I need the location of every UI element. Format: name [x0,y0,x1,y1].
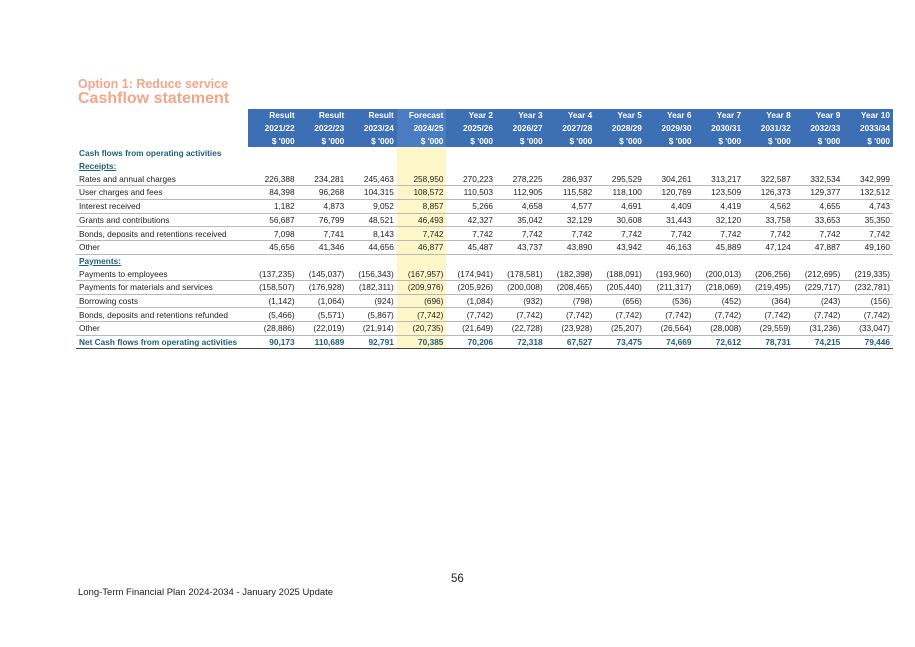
value-cell: 46,493 [397,213,447,227]
table-header [76,109,893,147]
table-row [76,294,893,308]
value-cell: 47,887 [794,240,844,254]
value-cell: (1,142) [248,294,298,308]
value-cell: (158,507) [248,280,298,294]
row-label: Bonds, deposits and retentions received [76,227,248,241]
column-header-row1-2: Result [347,109,397,122]
value-cell: (696) [397,294,447,308]
value-cell: (33,047) [843,322,893,336]
value-cell: (209,976) [397,280,447,294]
empty-cell [546,147,596,160]
value-cell: 5,266 [446,199,496,213]
value-cell: (205,926) [446,280,496,294]
value-cell: (7,742) [645,308,695,322]
value-cell: (5,867) [347,308,397,322]
value-cell: 72,318 [496,335,546,349]
value-cell: (156,343) [347,267,397,280]
empty-cell [744,147,794,160]
empty-cell [744,254,794,267]
value-cell: 115,582 [546,186,596,200]
column-header-row3-6: $ '000 [546,134,596,147]
column-header-row1-8: Year 6 [645,109,695,122]
value-cell: 120,769 [645,186,695,200]
empty-cell [446,254,496,267]
column-header-row3-11: $ '000 [794,134,844,147]
header-blank [76,134,248,147]
value-cell: 42,327 [446,213,496,227]
value-cell: (188,091) [595,267,645,280]
value-cell: 104,315 [347,186,397,200]
value-cell: (174,941) [446,267,496,280]
value-cell: 7,742 [843,227,893,241]
value-cell: (26,564) [645,322,695,336]
column-header-row1-12: Year 10 [843,109,893,122]
value-cell: 49,160 [843,240,893,254]
value-cell: (5,571) [298,308,348,322]
empty-cell [248,147,298,160]
value-cell: (31,236) [794,322,844,336]
row-label: Bonds, deposits and retentions refunded [76,308,248,322]
value-cell: (7,742) [794,308,844,322]
value-cell: 30,608 [595,213,645,227]
column-header-row1-9: Year 7 [694,109,744,122]
table-row [76,227,893,241]
value-cell: 45,889 [694,240,744,254]
value-cell: 31,443 [645,213,695,227]
value-cell: 126,373 [744,186,794,200]
table-body [76,147,893,349]
value-cell: 7,742 [496,227,546,241]
value-cell: 226,388 [248,172,298,185]
row-label: Payments to employees [76,267,248,280]
value-cell: 70,206 [446,335,496,349]
value-cell: 270,223 [446,172,496,185]
empty-cell [347,160,397,173]
value-cell: (29,559) [744,322,794,336]
value-cell: 79,446 [843,335,893,349]
value-cell: (156) [843,294,893,308]
value-cell: (7,742) [744,308,794,322]
column-header-row2-0: 2021/22 [248,122,298,135]
header-blank [76,109,248,122]
value-cell: 46,877 [397,240,447,254]
value-cell: 118,100 [595,186,645,200]
table-row [76,322,893,336]
value-cell: 4,658 [496,199,546,213]
value-cell: 286,937 [546,172,596,185]
value-cell: (21,649) [446,322,496,336]
column-header-row3-7: $ '000 [595,134,645,147]
column-header-row2-7: 2028/29 [595,122,645,135]
value-cell: 46,163 [645,240,695,254]
value-cell: (21,914) [347,322,397,336]
value-cell: (178,581) [496,267,546,280]
column-header-row3-8: $ '000 [645,134,695,147]
column-header-row3-0: $ '000 [248,134,298,147]
empty-cell [446,147,496,160]
value-cell: (7,742) [446,308,496,322]
value-cell: 313,217 [694,172,744,185]
row-label: User charges and fees [76,186,248,200]
value-cell: (232,781) [843,280,893,294]
value-cell: 322,587 [744,172,794,185]
row-label: Other [76,240,248,254]
value-cell: (1,084) [446,294,496,308]
value-cell: 4,419 [694,199,744,213]
value-cell: 8,143 [347,227,397,241]
value-cell: (243) [794,294,844,308]
empty-cell [496,160,546,173]
value-cell: 9,052 [347,199,397,213]
payments-heading-label: Payments: [79,255,121,266]
value-cell: (205,440) [595,280,645,294]
empty-cell [397,160,447,173]
value-cell: 4,873 [298,199,348,213]
column-header-row2-12: 2033/34 [843,122,893,135]
table-row [76,199,893,213]
empty-cell [546,254,596,267]
value-cell: (212,695) [794,267,844,280]
value-cell: 7,742 [744,227,794,241]
empty-cell [347,147,397,160]
value-cell: 7,742 [694,227,744,241]
column-header-row1-6: Year 4 [546,109,596,122]
receipts-heading-label: Receipts: [79,161,117,172]
value-cell: (452) [694,294,744,308]
value-cell: 7,742 [794,227,844,241]
empty-cell [794,147,844,160]
value-cell: (218,069) [694,280,744,294]
column-header-row3-1: $ '000 [298,134,348,147]
cashflow-table [76,109,893,349]
empty-cell [546,160,596,173]
value-cell: 45,656 [248,240,298,254]
value-cell: 84,398 [248,186,298,200]
value-cell: 132,512 [843,186,893,200]
value-cell: (20,735) [397,322,447,336]
value-cell: (200,008) [496,280,546,294]
column-header-row2-6: 2027/28 [546,122,596,135]
empty-cell [645,147,695,160]
value-cell: (536) [645,294,695,308]
value-cell: 43,942 [595,240,645,254]
value-cell: 33,653 [794,213,844,227]
empty-cell [744,160,794,173]
empty-cell [694,254,744,267]
value-cell: 4,409 [645,199,695,213]
value-cell: (182,311) [347,280,397,294]
column-header-row2-9: 2030/31 [694,122,744,135]
value-cell: 32,129 [546,213,596,227]
value-cell: 35,350 [843,213,893,227]
value-cell: 4,743 [843,199,893,213]
value-cell: (22,728) [496,322,546,336]
empty-cell [298,160,348,173]
value-cell: 74,669 [645,335,695,349]
value-cell: (924) [347,294,397,308]
row-label: Net Cash flows from operating activities [76,335,248,349]
value-cell: (7,742) [694,308,744,322]
table-row [76,267,893,280]
value-cell: 67,527 [546,335,596,349]
row-label: Interest received [76,199,248,213]
page-number: 56 [451,573,464,585]
empty-cell [446,160,496,173]
value-cell: 108,572 [397,186,447,200]
value-cell: 43,890 [546,240,596,254]
value-cell: (182,398) [546,267,596,280]
value-cell: (137,235) [248,267,298,280]
value-cell: (22,019) [298,322,348,336]
net-total-row [76,335,893,349]
value-cell: 8,857 [397,199,447,213]
empty-cell [645,254,695,267]
value-cell: 304,261 [645,172,695,185]
row-label: Other [76,322,248,336]
column-header-row2-2: 2023/24 [347,122,397,135]
value-cell: 7,742 [397,227,447,241]
column-header-row3-10: $ '000 [744,134,794,147]
value-cell: 92,791 [347,335,397,349]
value-cell: 74,215 [794,335,844,349]
value-cell: 90,173 [248,335,298,349]
empty-cell [496,254,546,267]
value-cell: 112,905 [496,186,546,200]
empty-cell [397,147,447,160]
empty-cell [794,254,844,267]
value-cell: 295,529 [595,172,645,185]
value-cell: (206,256) [744,267,794,280]
column-header-row1-10: Year 8 [744,109,794,122]
value-cell: 258,950 [397,172,447,185]
value-cell: (219,495) [744,280,794,294]
empty-cell [645,160,695,173]
value-cell: (25,207) [595,322,645,336]
column-header-row2-1: 2022/23 [298,122,348,135]
value-cell: 234,281 [298,172,348,185]
value-cell: 73,475 [595,335,645,349]
value-cell: 7,741 [298,227,348,241]
value-cell: (145,037) [298,267,348,280]
value-cell: 4,562 [744,199,794,213]
column-header-row1-4: Year 2 [446,109,496,122]
empty-cell [397,254,447,267]
value-cell: (193,960) [645,267,695,280]
row-label: Borrowing costs [76,294,248,308]
value-cell: 7,742 [595,227,645,241]
empty-cell [248,160,298,173]
value-cell: (28,886) [248,322,298,336]
value-cell: (229,717) [794,280,844,294]
column-header-row3-9: $ '000 [694,134,744,147]
value-cell: 96,268 [298,186,348,200]
table-row [76,213,893,227]
value-cell: 4,691 [595,199,645,213]
column-header-row1-1: Result [298,109,348,122]
footer-doc-title: Long-Term Financial Plan 2024-2034 - January 2025 Update [78,587,334,598]
empty-cell [595,160,645,173]
value-cell: 332,534 [794,172,844,185]
column-header-row3-4: $ '000 [446,134,496,147]
value-cell: 110,689 [298,335,348,349]
value-cell: (7,742) [595,308,645,322]
empty-cell [794,160,844,173]
table-row [76,308,893,322]
table-row [76,240,893,254]
column-header-row3-5: $ '000 [496,134,546,147]
value-cell: (656) [595,294,645,308]
value-cell: (7,742) [496,308,546,322]
column-header-row2-11: 2032/33 [794,122,844,135]
value-cell: 7,742 [645,227,695,241]
value-cell: 4,655 [794,199,844,213]
empty-cell [496,147,546,160]
column-header-row1-11: Year 9 [794,109,844,122]
value-cell: 47,124 [744,240,794,254]
value-cell: 32,120 [694,213,744,227]
column-header-row1-0: Result [248,109,298,122]
table-row [76,280,893,294]
value-cell: 110,503 [446,186,496,200]
value-cell: (7,742) [546,308,596,322]
row-label: Grants and contributions [76,213,248,227]
value-cell: 245,463 [347,172,397,185]
value-cell: 1,182 [248,199,298,213]
column-header-row3-3: $ '000 [397,134,447,147]
value-cell: (798) [546,294,596,308]
value-cell: (7,742) [397,308,447,322]
empty-cell [694,160,744,173]
column-header-row3-12: $ '000 [843,134,893,147]
table-row [76,172,893,185]
column-header-row1-7: Year 5 [595,109,645,122]
value-cell: 48,521 [347,213,397,227]
value-cell: 278,225 [496,172,546,185]
value-cell: 78,731 [744,335,794,349]
column-header-row2-10: 2031/32 [744,122,794,135]
column-header-row3-2: $ '000 [347,134,397,147]
value-cell: 35,042 [496,213,546,227]
value-cell: (219,335) [843,267,893,280]
table-row [76,186,893,200]
value-cell: 43,737 [496,240,546,254]
value-cell: 41,346 [298,240,348,254]
value-cell: (167,957) [397,267,447,280]
value-cell: (364) [744,294,794,308]
value-cell: 129,377 [794,186,844,200]
value-cell: (932) [496,294,546,308]
empty-cell [248,254,298,267]
value-cell: (5,466) [248,308,298,322]
value-cell: 72,612 [694,335,744,349]
empty-cell [694,147,744,160]
receipts-heading [76,160,893,173]
value-cell: (7,742) [843,308,893,322]
empty-cell [843,254,893,267]
empty-cell [595,147,645,160]
value-cell: (28,008) [694,322,744,336]
empty-cell [595,254,645,267]
empty-cell [843,160,893,173]
empty-cell [298,254,348,267]
section-heading-operating [76,147,893,160]
value-cell: 45,487 [446,240,496,254]
value-cell: 123,509 [694,186,744,200]
value-cell: (23,928) [546,322,596,336]
column-header-row1-5: Year 3 [496,109,546,122]
column-header-row2-3: 2024/25 [397,122,447,135]
value-cell: (200,013) [694,267,744,280]
value-cell: 7,742 [546,227,596,241]
value-cell: 342,999 [843,172,893,185]
value-cell: 70,385 [397,335,447,349]
value-cell: 7,742 [446,227,496,241]
column-header-row2-8: 2029/30 [645,122,695,135]
value-cell: (176,928) [298,280,348,294]
header-blank [76,122,248,135]
value-cell: (208,465) [546,280,596,294]
value-cell: 33,758 [744,213,794,227]
section-heading-operating-label: Cash flows from operating activities [79,148,222,159]
value-cell: (211,317) [645,280,695,294]
value-cell: 7,098 [248,227,298,241]
empty-cell [347,254,397,267]
row-label: Rates and annual charges [76,172,248,185]
report-subtitle: Option 1: Reduce service [78,77,229,91]
payments-heading [76,254,893,267]
empty-cell [843,147,893,160]
value-cell: 4,577 [546,199,596,213]
column-header-row2-5: 2026/27 [496,122,546,135]
report-title: Cashflow statement [78,90,230,107]
empty-cell [298,147,348,160]
value-cell: 44,656 [347,240,397,254]
column-header-row2-4: 2025/26 [446,122,496,135]
row-label: Payments for materials and services [76,280,248,294]
value-cell: (1,064) [298,294,348,308]
column-header-row1-3: Forecast [397,109,447,122]
value-cell: 76,799 [298,213,348,227]
value-cell: 56,687 [248,213,298,227]
